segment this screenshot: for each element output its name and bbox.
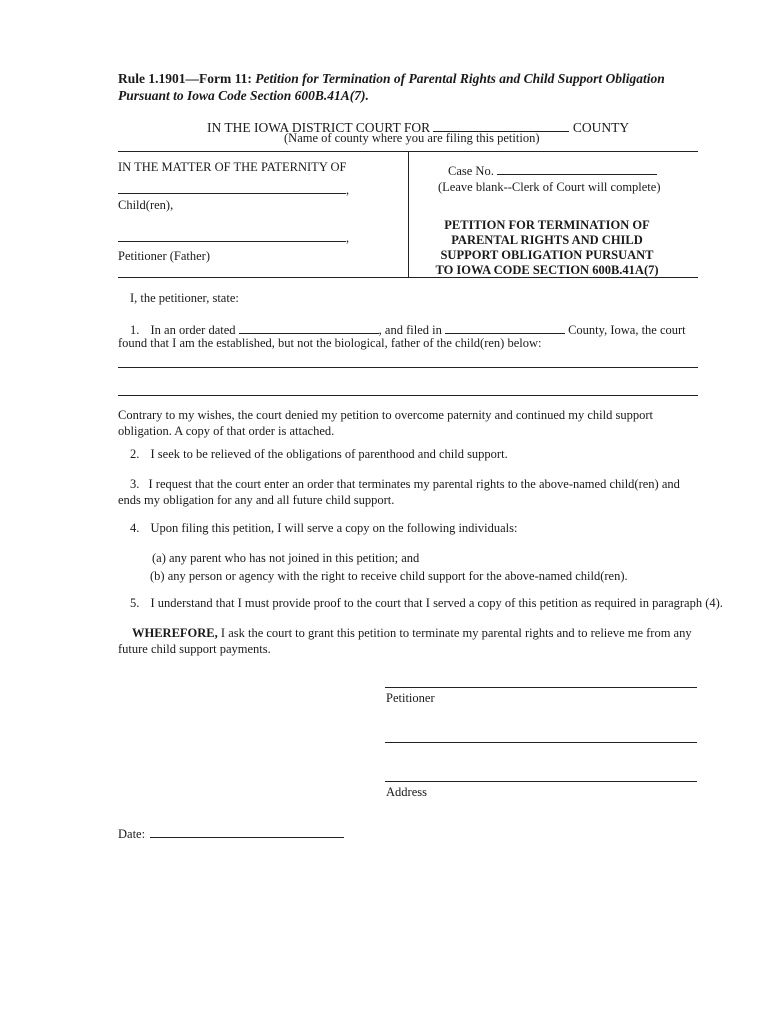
contrary-paragraph: Contrary to my wishes, the court denied my petition to overcome paternity and continued my child support obligation. A copy of that order is attached. (118, 408, 653, 438)
petitioner-name-row (118, 228, 349, 247)
child-name-field[interactable] (118, 180, 346, 194)
order-date-field[interactable] (239, 320, 379, 334)
county-field[interactable] (433, 117, 569, 132)
p1-number: 1. (130, 323, 140, 337)
p1-text-c: County, Iowa, the court (568, 323, 686, 337)
p4-item-a: (a) any parent who has not joined in this petition; and (152, 551, 420, 565)
p1-text-a: In an order dated (150, 323, 236, 337)
petition-title-line: TO IOWA CODE SECTION 600B.41A(7) (435, 263, 659, 277)
petitioner-signature-line[interactable] (385, 687, 697, 688)
child-name-row (118, 180, 349, 199)
petitioner-name-field[interactable] (118, 228, 346, 242)
p1-text-d: found that I am the established, but not the biological, father of the child(ren) below: (118, 336, 542, 350)
comma: , (346, 183, 350, 197)
matter-label: IN THE MATTER OF THE PATERNITY OF (118, 160, 347, 174)
date-field[interactable] (150, 824, 344, 838)
petitioner-label: Petitioner (Father) (118, 249, 210, 263)
form-heading (118, 70, 708, 104)
court-subtitle: (Name of county where you are filing this petition) (284, 131, 540, 145)
petition-title-line: PETITION FOR TERMINATION OF (444, 218, 650, 232)
petition-title (412, 218, 682, 278)
p5-number: 5. (130, 596, 140, 610)
paragraph-2 (130, 447, 508, 463)
wherefore-label: WHEREFORE, (132, 626, 218, 640)
p4-text: Upon filing this petition, I will serve a copy on the following individuals: (150, 521, 518, 535)
rule-reference: Rule 1.1901—Form 11: (118, 71, 252, 86)
filed-county-field[interactable] (445, 320, 565, 334)
court-suffix: COUNTY (572, 120, 630, 135)
case-no-row (448, 161, 657, 179)
p2-text: I seek to be relieved of the obligations of parenthood and child support. (150, 447, 508, 461)
children-names-line-1[interactable] (118, 367, 698, 368)
wherefore-paragraph (118, 626, 700, 657)
address-line-2[interactable] (385, 781, 697, 782)
petition-title-line: PARENTAL RIGHTS AND CHILD (451, 233, 643, 247)
p3-text: I request that the court enter an order that terminates my parental rights to the above-named child(ren) and ends my obligation for any and all future child support. (118, 477, 680, 507)
date-label: Date: (118, 827, 146, 841)
p5-text: I understand that I must provide proof to the court that I served a copy of this petition as required in paragraph (4). (150, 596, 723, 610)
case-no-field[interactable] (497, 161, 657, 175)
date-row (118, 824, 344, 843)
court-prefix: IN THE IOWA DISTRICT COURT FOR (207, 120, 431, 135)
form-title: Petition for Termination of Parental Rights and Child Support Obligation Pursuant to Iowa Code Section 600B.41A(7). (118, 71, 665, 103)
p4-number: 4. (130, 521, 140, 535)
children-label: Child(ren), (118, 198, 174, 212)
p2-number: 2. (130, 447, 140, 461)
comma: , (346, 231, 350, 245)
petition-title-line: SUPPORT OBLIGATION PURSUANT (440, 248, 654, 262)
wherefore-text: I ask the court to grant this petition to terminate my parental rights and to relieve me from any future child support payments. (118, 626, 692, 656)
intro-text: I, the petitioner, state: (130, 291, 239, 305)
p4-item-b: (b) any person or agency with the right to receive child support for the above-named child(ren). (150, 569, 628, 583)
p3-number: 3. (130, 477, 140, 491)
paragraph-5 (130, 596, 723, 612)
case-no-label: Case No. (448, 164, 494, 178)
children-names-line-2[interactable] (118, 395, 698, 396)
address-label: Address (386, 785, 427, 799)
paragraph-3 (118, 477, 700, 508)
case-no-note: (Leave blank--Clerk of Court will complete) (438, 180, 661, 194)
petitioner-signature-label: Petitioner (386, 691, 435, 705)
paragraph-4 (130, 521, 517, 537)
caption-divider (408, 151, 409, 277)
p1-text-b: , and filed in (378, 323, 442, 337)
address-line-1[interactable] (385, 742, 697, 743)
